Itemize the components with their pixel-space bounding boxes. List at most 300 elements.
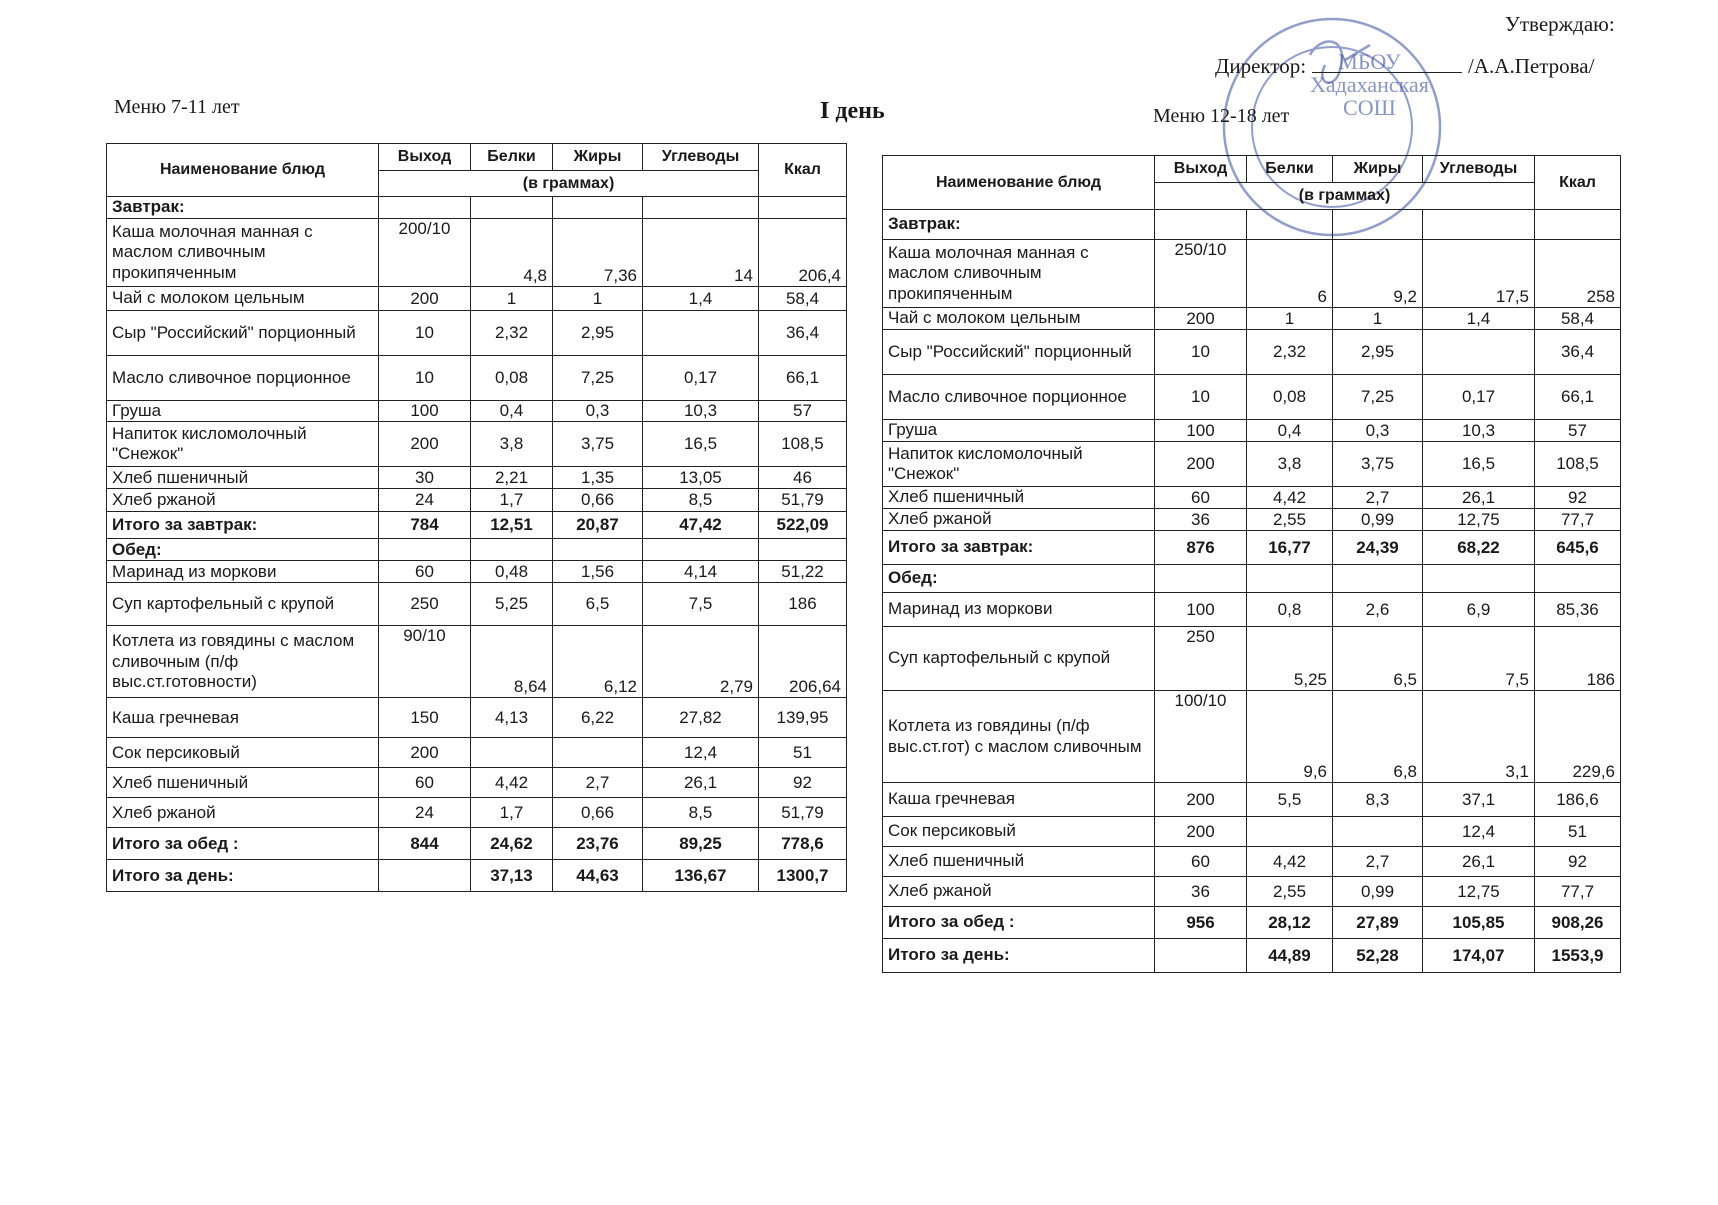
col-kcal-header: Ккал: [759, 144, 847, 197]
protein-value: 0,8: [1247, 593, 1333, 627]
output-value: 200: [1155, 442, 1247, 487]
output-value: 30: [379, 467, 471, 489]
table-row: [107, 626, 847, 698]
table-row: [883, 877, 1621, 907]
fat-value: 1,35: [553, 467, 643, 489]
protein-value: 5,25: [471, 583, 553, 626]
output-value: 10: [1155, 375, 1247, 420]
empty-cell: [553, 539, 643, 561]
protein-value: 1: [471, 287, 553, 311]
table-row: [107, 768, 847, 798]
protein-value: 1: [1247, 308, 1333, 330]
dish-name: Напиток кисломолочный "Снежок": [107, 422, 379, 467]
kcal-value: 908,26: [1535, 907, 1621, 939]
col-fat-header: Жиры: [553, 144, 643, 171]
dish-name: Сок персиковый: [107, 738, 379, 768]
kcal-value: 92: [1535, 847, 1621, 877]
kcal-value: 51: [759, 738, 847, 768]
dish-name: Маринад из моркови: [107, 561, 379, 583]
kcal-value: 1300,7: [759, 860, 847, 892]
fat-value: 8,3: [1333, 783, 1423, 817]
protein-value: 9,6: [1247, 691, 1333, 783]
table-row: [883, 847, 1621, 877]
fat-value: 7,25: [553, 356, 643, 401]
kcal-value: 36,4: [759, 311, 847, 356]
carbs-value: 16,5: [1423, 442, 1535, 487]
kcal-value: 186,6: [1535, 783, 1621, 817]
table-row: [107, 561, 847, 583]
protein-value: 8,64: [471, 626, 553, 698]
total-label: Итого за завтрак:: [107, 512, 379, 539]
kcal-value: 92: [1535, 487, 1621, 509]
fat-value: 3,75: [553, 422, 643, 467]
fat-value: 44,63: [553, 860, 643, 892]
carbs-value: 26,1: [643, 768, 759, 798]
table-row: [107, 287, 847, 311]
grams-note: (в граммах): [1155, 183, 1535, 210]
dish-name: Хлеб ржаной: [107, 798, 379, 828]
section-row: [883, 565, 1621, 593]
section-title: Обед:: [107, 539, 379, 561]
output-value: 956: [1155, 907, 1247, 939]
output-value: 150: [379, 698, 471, 738]
section-title: Обед:: [883, 565, 1155, 593]
carbs-value: 4,14: [643, 561, 759, 583]
signature-line: [1312, 54, 1462, 73]
empty-cell: [379, 197, 471, 219]
protein-value: 2,32: [1247, 330, 1333, 375]
protein-value: 0,4: [1247, 420, 1333, 442]
protein-value: 0,48: [471, 561, 553, 583]
output-value: [379, 860, 471, 892]
carbs-value: 47,42: [643, 512, 759, 539]
dish-name: Масло сливочное порционное: [107, 356, 379, 401]
total-label: Итого за день:: [107, 860, 379, 892]
carbs-value: 37,1: [1423, 783, 1535, 817]
fat-value: 2,7: [1333, 847, 1423, 877]
protein-value: 4,42: [1247, 847, 1333, 877]
section-row: [107, 197, 847, 219]
dish-name: Хлеб ржаной: [883, 877, 1155, 907]
output-value: 100: [1155, 593, 1247, 627]
carbs-value: 1,4: [643, 287, 759, 311]
right-body: [883, 210, 1621, 973]
carbs-value: 68,22: [1423, 531, 1535, 565]
kcal-value: 51,79: [759, 489, 847, 512]
dish-name: Хлеб ржаной: [107, 489, 379, 512]
col-kcal-header: Ккал: [1535, 156, 1621, 210]
output-value: 100/10: [1155, 691, 1247, 783]
total-row: [107, 512, 847, 539]
protein-value: 4,13: [471, 698, 553, 738]
protein-value: 0,4: [471, 401, 553, 422]
table-row: [883, 375, 1621, 420]
dish-name: Каша молочная манная с маслом сливочным прокипяченным: [883, 240, 1155, 308]
empty-cell: [643, 539, 759, 561]
dish-name: Хлеб пшеничный: [883, 847, 1155, 877]
table-row: [107, 489, 847, 512]
dish-name: Хлеб пшеничный: [107, 768, 379, 798]
output-value: 250/10: [1155, 240, 1247, 308]
kcal-value: 206,4: [759, 219, 847, 287]
fat-value: 20,87: [553, 512, 643, 539]
col-carbs-header: Углеводы: [1423, 156, 1535, 183]
dish-name: Чай с молоком цельным: [883, 308, 1155, 330]
dish-name: Каша гречневая: [107, 698, 379, 738]
carbs-value: 27,82: [643, 698, 759, 738]
dish-name: Масло сливочное порционное: [883, 375, 1155, 420]
total-label: Итого за завтрак:: [883, 531, 1155, 565]
dish-name: Котлета из говядины с маслом сливочным (п/ф выс.ст.готовности): [107, 626, 379, 698]
empty-cell: [1535, 565, 1621, 593]
total-label: Итого за обед :: [107, 828, 379, 860]
output-value: 784: [379, 512, 471, 539]
output-value: [1155, 939, 1247, 973]
fat-value: 0,3: [553, 401, 643, 422]
fat-value: 2,6: [1333, 593, 1423, 627]
dish-name: Каша гречневая: [883, 783, 1155, 817]
fat-value: 6,8: [1333, 691, 1423, 783]
carbs-value: 2,79: [643, 626, 759, 698]
dish-name: Хлеб пшеничный: [883, 487, 1155, 509]
empty-cell: [1247, 210, 1333, 240]
kcal-value: 36,4: [1535, 330, 1621, 375]
carbs-value: 6,9: [1423, 593, 1535, 627]
carbs-value: 7,5: [643, 583, 759, 626]
protein-value: 24,62: [471, 828, 553, 860]
kcal-value: 51: [1535, 817, 1621, 847]
empty-cell: [643, 197, 759, 219]
fat-value: 23,76: [553, 828, 643, 860]
carbs-value: 10,3: [643, 401, 759, 422]
protein-value: 3,8: [1247, 442, 1333, 487]
empty-cell: [553, 197, 643, 219]
output-value: 250: [1155, 627, 1247, 691]
kcal-value: 108,5: [1535, 442, 1621, 487]
output-value: 200: [379, 738, 471, 768]
total-row: [883, 531, 1621, 565]
fat-value: 9,2: [1333, 240, 1423, 308]
carbs-value: [1423, 330, 1535, 375]
protein-value: 3,8: [471, 422, 553, 467]
dish-name: Сыр "Российский" порционный: [883, 330, 1155, 375]
carbs-value: 8,5: [643, 798, 759, 828]
empty-cell: [1535, 210, 1621, 240]
output-value: 10: [379, 356, 471, 401]
stamp-line1: МБОУ: [1338, 49, 1401, 74]
fat-value: 2,95: [1333, 330, 1423, 375]
output-value: 200: [1155, 783, 1247, 817]
stamp-line2: Хадаханская: [1310, 72, 1429, 98]
protein-value: 2,21: [471, 467, 553, 489]
output-value: 200: [1155, 817, 1247, 847]
kcal-value: 645,6: [1535, 531, 1621, 565]
table-row: [883, 817, 1621, 847]
output-value: 100: [379, 401, 471, 422]
fat-value: 7,36: [553, 219, 643, 287]
table-row: [107, 583, 847, 626]
protein-value: 0,08: [1247, 375, 1333, 420]
kcal-value: 229,6: [1535, 691, 1621, 783]
fat-value: 0,66: [553, 489, 643, 512]
dish-name: Хлеб ржаной: [883, 509, 1155, 531]
fat-value: 0,99: [1333, 877, 1423, 907]
total-label: Итого за обед :: [883, 907, 1155, 939]
carbs-value: 17,5: [1423, 240, 1535, 308]
protein-value: 2,55: [1247, 877, 1333, 907]
fat-value: 6,22: [553, 698, 643, 738]
director-line: [1215, 54, 1594, 79]
protein-value: 5,5: [1247, 783, 1333, 817]
table-row: [883, 783, 1621, 817]
table-row: [883, 420, 1621, 442]
table-row: [107, 311, 847, 356]
protein-value: 1,7: [471, 489, 553, 512]
carbs-value: 12,4: [1423, 817, 1535, 847]
dish-name: Напиток кисломолочный "Снежок": [883, 442, 1155, 487]
col-output-header: Выход: [379, 144, 471, 171]
col-name-header: Наименование блюд: [883, 156, 1155, 210]
fat-value: 7,25: [1333, 375, 1423, 420]
output-value: 100: [1155, 420, 1247, 442]
col-fat-header: Жиры: [1333, 156, 1423, 183]
fat-value: 0,66: [553, 798, 643, 828]
table-row: [107, 422, 847, 467]
kcal-value: 139,95: [759, 698, 847, 738]
menu-right-title: Меню 12-18 лет: [1153, 105, 1290, 127]
output-value: 60: [379, 768, 471, 798]
output-value: 250: [379, 583, 471, 626]
fat-value: 24,39: [1333, 531, 1423, 565]
output-value: 200: [379, 422, 471, 467]
total-row: [107, 860, 847, 892]
output-value: 36: [1155, 509, 1247, 531]
kcal-value: 186: [1535, 627, 1621, 691]
output-value: 60: [379, 561, 471, 583]
carbs-value: 16,5: [643, 422, 759, 467]
kcal-value: 57: [759, 401, 847, 422]
fat-value: 3,75: [1333, 442, 1423, 487]
dish-name: Сок персиковый: [883, 817, 1155, 847]
fat-value: 0,99: [1333, 509, 1423, 531]
fat-value: 2,7: [1333, 487, 1423, 509]
dish-name: Груша: [107, 401, 379, 422]
director-label: Директор:: [1215, 54, 1307, 78]
table-row: [883, 308, 1621, 330]
menu-table-7-11: [106, 143, 847, 892]
table-row: [107, 401, 847, 422]
total-row: [883, 907, 1621, 939]
kcal-value: 51,79: [759, 798, 847, 828]
approve-label: Утверждаю:: [1505, 12, 1615, 36]
empty-cell: [1423, 565, 1535, 593]
fat-value: 6,12: [553, 626, 643, 698]
table-row: [883, 240, 1621, 308]
carbs-value: 14: [643, 219, 759, 287]
carbs-value: 174,07: [1423, 939, 1535, 973]
empty-cell: [1155, 565, 1247, 593]
day-title: I день: [820, 98, 885, 124]
protein-value: [471, 738, 553, 768]
protein-value: 44,89: [1247, 939, 1333, 973]
fat-value: [1333, 817, 1423, 847]
fat-value: 2,95: [553, 311, 643, 356]
kcal-value: 522,09: [759, 512, 847, 539]
table-row: [883, 509, 1621, 531]
table-row: [107, 698, 847, 738]
empty-cell: [1247, 565, 1333, 593]
col-output-header: Выход: [1155, 156, 1247, 183]
empty-cell: [471, 539, 553, 561]
table-row: [883, 593, 1621, 627]
fat-value: 6,5: [553, 583, 643, 626]
output-value: 200: [1155, 308, 1247, 330]
protein-value: 37,13: [471, 860, 553, 892]
kcal-value: 77,7: [1535, 877, 1621, 907]
carbs-value: [643, 311, 759, 356]
carbs-value: 89,25: [643, 828, 759, 860]
carbs-value: 136,67: [643, 860, 759, 892]
col-carbs-header: Углеводы: [643, 144, 759, 171]
fat-value: 52,28: [1333, 939, 1423, 973]
dish-name: Каша молочная манная с маслом сливочным прокипяченным: [107, 219, 379, 287]
carbs-value: 0,17: [1423, 375, 1535, 420]
table-row: [883, 442, 1621, 487]
protein-value: 4,42: [471, 768, 553, 798]
dish-name: Хлеб пшеничный: [107, 467, 379, 489]
table-row: [107, 467, 847, 489]
carbs-value: 12,4: [643, 738, 759, 768]
table-row: [883, 691, 1621, 783]
output-value: 24: [379, 489, 471, 512]
empty-cell: [1423, 210, 1535, 240]
empty-cell: [759, 197, 847, 219]
kcal-value: 1553,9: [1535, 939, 1621, 973]
menu-left-title: Меню 7-11 лет: [114, 96, 240, 118]
total-row: [883, 939, 1621, 973]
output-value: 10: [1155, 330, 1247, 375]
fat-value: 1: [1333, 308, 1423, 330]
section-title: Завтрак:: [107, 197, 379, 219]
output-value: 90/10: [379, 626, 471, 698]
empty-cell: [759, 539, 847, 561]
fat-value: 2,7: [553, 768, 643, 798]
dish-name: Чай с молоком цельным: [107, 287, 379, 311]
kcal-value: 66,1: [1535, 375, 1621, 420]
dish-name: Суп картофельный с крупой: [883, 627, 1155, 691]
table-row: [107, 356, 847, 401]
fat-value: [553, 738, 643, 768]
carbs-value: 7,5: [1423, 627, 1535, 691]
table-row: [883, 330, 1621, 375]
protein-value: 1,7: [471, 798, 553, 828]
carbs-value: 26,1: [1423, 487, 1535, 509]
table-row: [107, 219, 847, 287]
carbs-value: 105,85: [1423, 907, 1535, 939]
protein-value: [1247, 817, 1333, 847]
col-protein-header: Белки: [1247, 156, 1333, 183]
col-name-header: Наименование блюд: [107, 144, 379, 197]
kcal-value: 108,5: [759, 422, 847, 467]
kcal-value: 77,7: [1535, 509, 1621, 531]
fat-value: 6,5: [1333, 627, 1423, 691]
carbs-value: 12,75: [1423, 877, 1535, 907]
protein-value: 4,8: [471, 219, 553, 287]
fat-value: 1: [553, 287, 643, 311]
carbs-value: 3,1: [1423, 691, 1535, 783]
kcal-value: 186: [759, 583, 847, 626]
protein-value: 28,12: [1247, 907, 1333, 939]
kcal-value: 85,36: [1535, 593, 1621, 627]
carbs-value: 10,3: [1423, 420, 1535, 442]
output-value: 876: [1155, 531, 1247, 565]
protein-value: 12,51: [471, 512, 553, 539]
grams-note: (в граммах): [379, 171, 759, 197]
fat-value: 1,56: [553, 561, 643, 583]
kcal-value: 206,64: [759, 626, 847, 698]
protein-value: 0,08: [471, 356, 553, 401]
kcal-value: 778,6: [759, 828, 847, 860]
total-row: [107, 828, 847, 860]
section-title: Завтрак:: [883, 210, 1155, 240]
col-protein-header: Белки: [471, 144, 553, 171]
protein-value: 5,25: [1247, 627, 1333, 691]
empty-cell: [379, 539, 471, 561]
protein-value: 2,55: [1247, 509, 1333, 531]
section-row: [107, 539, 847, 561]
kcal-value: 258: [1535, 240, 1621, 308]
total-label: Итого за день:: [883, 939, 1155, 973]
kcal-value: 46: [759, 467, 847, 489]
protein-value: 4,42: [1247, 487, 1333, 509]
fat-value: 27,89: [1333, 907, 1423, 939]
empty-cell: [471, 197, 553, 219]
output-value: 24: [379, 798, 471, 828]
kcal-value: 58,4: [759, 287, 847, 311]
output-value: 200/10: [379, 219, 471, 287]
kcal-value: 57: [1535, 420, 1621, 442]
table-row: [107, 738, 847, 768]
section-row: [883, 210, 1621, 240]
carbs-value: 26,1: [1423, 847, 1535, 877]
output-value: 36: [1155, 877, 1247, 907]
kcal-value: 66,1: [759, 356, 847, 401]
kcal-value: 58,4: [1535, 308, 1621, 330]
dish-name: Маринад из моркови: [883, 593, 1155, 627]
output-value: 10: [379, 311, 471, 356]
carbs-value: 0,17: [643, 356, 759, 401]
protein-value: 16,77: [1247, 531, 1333, 565]
carbs-value: 13,05: [643, 467, 759, 489]
carbs-value: 8,5: [643, 489, 759, 512]
output-value: 200: [379, 287, 471, 311]
kcal-value: 92: [759, 768, 847, 798]
carbs-value: 1,4: [1423, 308, 1535, 330]
empty-cell: [1155, 210, 1247, 240]
protein-value: 2,32: [471, 311, 553, 356]
output-value: 844: [379, 828, 471, 860]
table-row: [883, 487, 1621, 509]
dish-name: Сыр "Российский" порционный: [107, 311, 379, 356]
table-row: [883, 627, 1621, 691]
kcal-value: 51,22: [759, 561, 847, 583]
left-body: [107, 197, 847, 892]
carbs-value: 12,75: [1423, 509, 1535, 531]
dish-name: Груша: [883, 420, 1155, 442]
empty-cell: [1333, 210, 1423, 240]
stamp-line3: СОШ: [1343, 95, 1396, 121]
dish-name: Котлета из говядины (п/ф выс.ст.гот) с маслом сливочным: [883, 691, 1155, 783]
